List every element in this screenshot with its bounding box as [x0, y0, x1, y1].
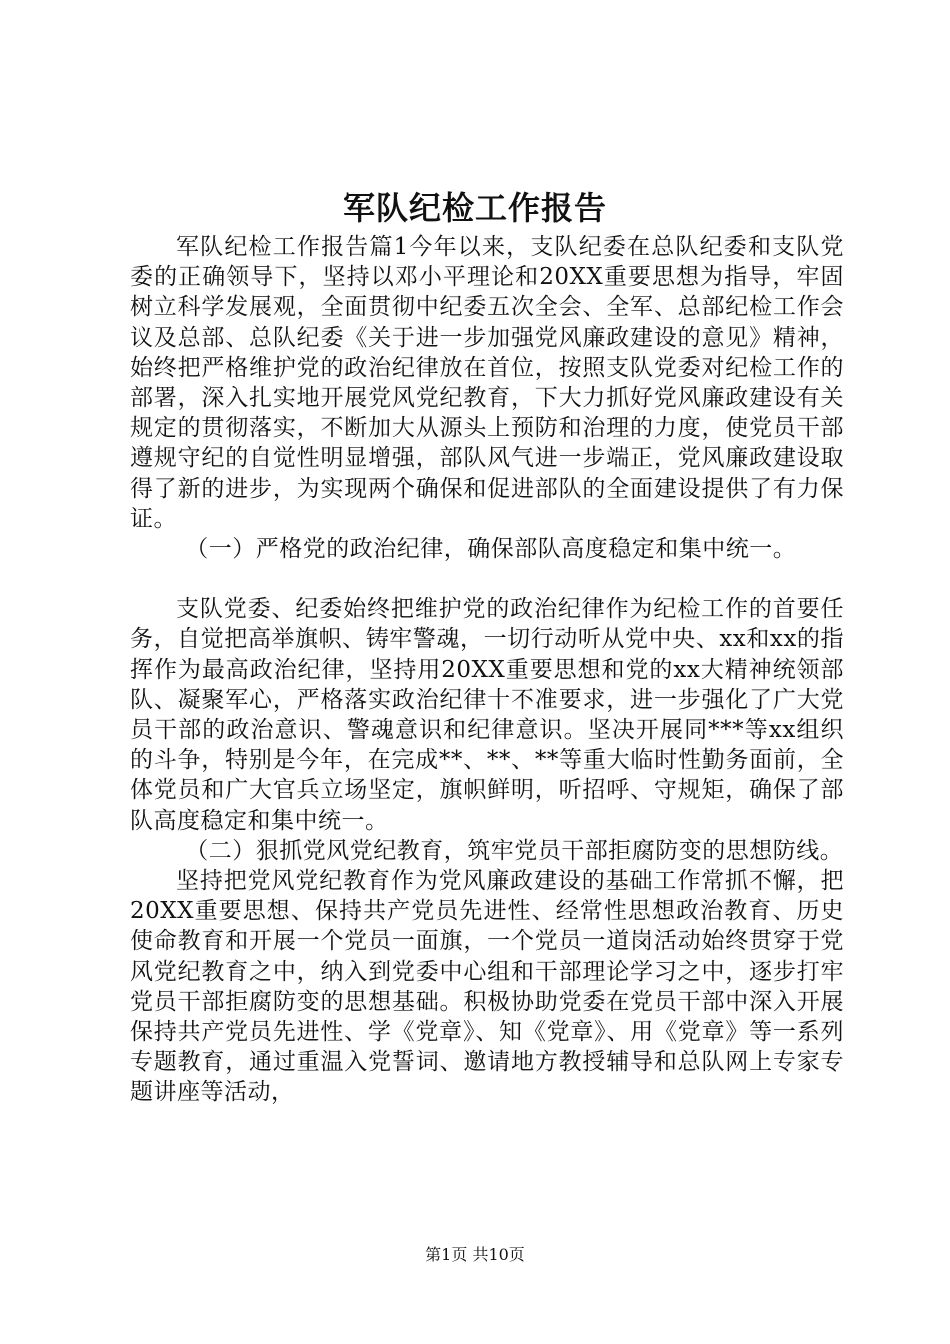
paragraph-section-2: 坚持把党风党纪教育作为党风廉政建设的基础工作常抓不懈，把20XX重要思想、保持共产党员先进性、经常性思想政治教育、历史使命教育和开展一个党员一面旗，一个党员一道岗活动始终贯穿于党风党纪教育之中，纳入到党委中心组和干部理论学习之中，逐步打牢党员干部拒腐防变的思想基础。积极协助党委在党员干部中深入开展保持共产党员先进性、学《党章》、知《党章》、用《党章》等一系列专题教育，通过重温入党誓词、邀请地方教授辅导和总队网上专家专题讲座等活动，: [130, 868, 844, 1106]
paragraph-section-1: 支队党委、纪委始终把维护党的政治纪律作为纪检工作的首要任务，自觉把高举旗帜、铸牢警魂，一切行动听从党中央、xx和xx的指挥作为最高政治纪律，坚持用20XX重要思想和党的xx大精神统领部队、凝聚军心，严格落实政治纪律十不准要求，进一步强化了广大党员干部的政治意识、警魂意识和纪律意识。坚决开展同***等xx组织的斗争，特别是今年，在完成**、**、**等重大临时性勤务面前，全体党员和广大官兵立场坚定，旗帜鲜明，听招呼、守规矩，确保了部队高度稳定和集中统一。: [130, 596, 844, 834]
section-heading-2: （二）狠抓党风党纪教育，筑牢党员干部拒腐防变的思想防线。: [185, 837, 844, 864]
page-number-footer: 第1页 共10页: [425, 1245, 525, 1264]
paragraph-spacer: [130, 564, 844, 594]
section-heading-1: （一）严格党的政治纪律，确保部队高度稳定和集中统一。: [185, 536, 797, 563]
document-body: [130, 232, 844, 1108]
paragraph-intro: 军队纪检工作报告篇1今年以来，支队纪委在总队纪委和支队党委的正确领导下，坚持以邓小平理论和20XX重要思想为指导，牢固树立科学发展观，全面贯彻中纪委五次全会、全军、总部纪检工作会议及总部、总队纪委《关于进一步加强党风廉政建设的意见》精神，始终把严格维护党的政治纪律放在首位，按照支队党委对纪检工作的部署，深入扎实地开展党风党纪教育，下大力抓好党风廉政建设有关规定的贯彻落实，不断加大从源头上预防和治理的力度，使党员干部遵规守纪的自觉性明显增强，部队风气进一步端正，党风廉政建设取得了新的进步，为实现两个确保和促进部队的全面建设提供了有力保证。: [130, 234, 844, 532]
document-title: 军队纪检工作报告: [342, 189, 607, 227]
